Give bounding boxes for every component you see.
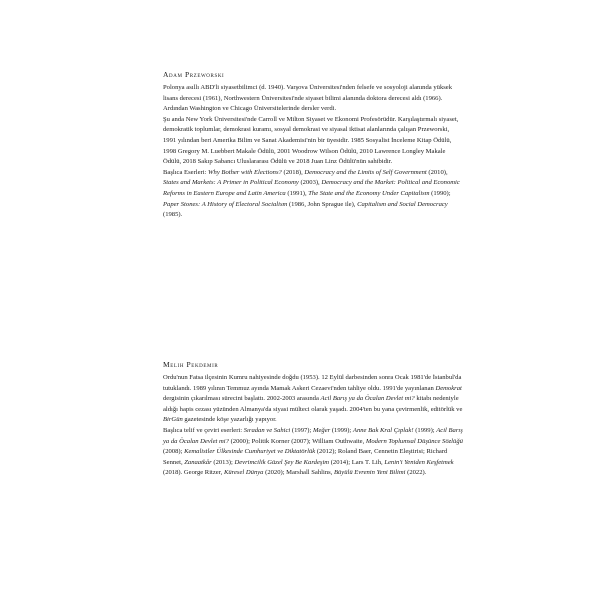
author-bio xyxy=(163,70,463,221)
text-run: (2008); xyxy=(163,448,185,456)
italic-title: Acil Barış ya da Öcalan Devlet mi? xyxy=(320,395,415,403)
bio-paragraph xyxy=(163,168,463,221)
italic-title: Capitalism and Social Democracy xyxy=(357,200,448,208)
text-run: (1990); xyxy=(429,189,451,197)
text-run: (2018), xyxy=(281,168,305,176)
text-run: (2022). xyxy=(405,469,427,477)
text-run: (2000); Politik Korner (2007); William Outhwaite, xyxy=(228,437,366,445)
italic-title: Democracy and the Market: Political and Economic Reforms in Eastern Europe and Latin America xyxy=(163,179,460,197)
italic-title: Meğer xyxy=(312,426,331,434)
italic-title: States and Markets: A Primer in Political Economy xyxy=(163,179,299,187)
text-run: (2018). George Ritzer, xyxy=(163,469,224,477)
italic-title: Lenin'i Yeniden Keşfetmek xyxy=(384,458,454,466)
text-run: (2013); xyxy=(211,458,235,466)
text-run: (2020); Marshall Sahlins, xyxy=(263,469,334,477)
translator-bio xyxy=(163,360,463,479)
text-run: Ordu'nun Fatsa ilçesinin Kumru nahiyesinde doğdu (1953). 12 Eylül darbesinden sonra Ocak 1981'de İstanbul'da tutuklandı. 1989 yılının Temmuz ayında Mamak Askeri Cezaevi'nden tahliye oldu. 1991'de yayınlanan xyxy=(163,374,462,392)
text-run: (2014); Lars T. Lih, xyxy=(329,458,385,466)
text-run: gazetesinde köşe yazarlığı yapıyor. xyxy=(182,416,277,424)
text-run: Başlıca Eserleri: xyxy=(163,168,209,176)
text-run: kitabı nedeniyle aldığı hapis cezası yüzünden Almanya'da siyasi mülteci olarak yaşadı. 2004'ten bu yana çevirmenlik, editörlük ve xyxy=(163,395,463,413)
italic-title: BirGün xyxy=(163,416,183,424)
text-run: dergisinin çıkarılması sürecini başlattı. 2002-2003 arasında xyxy=(163,395,321,403)
bio-paragraph xyxy=(163,373,463,426)
author-name: Adam Przeworski xyxy=(163,70,225,79)
italic-title: Why Bother with Elections? xyxy=(208,168,282,176)
text-run: (2003), xyxy=(298,179,322,187)
text-run: (1997); xyxy=(290,426,313,434)
italic-title: Modern Toplumsal Düşünce Sözlüğü xyxy=(365,437,463,445)
italic-title: Anne Bak Kral Çıplak! xyxy=(352,426,414,434)
text-run: (1991), xyxy=(285,189,309,197)
text-run: Polonya asıllı ABD'li siyasetbilimci (d. 1940). Varşova Üniversitesi'nden felsefe ve sosyoloji alanında yüksek lisans derecesi (1961), Northwestern Üniversitesi'nde siyaset bilimi alanında doktora derecesi aldı (1966). Ardından Washington ve Chicago Üniversitelerinde dersler verdi. xyxy=(163,84,453,113)
italic-title: Kemalistler Ülkesinde Cumhuriyet ve Diktatörlük xyxy=(184,448,316,456)
italic-title: Paper Stones: A History of Electoral Socialism xyxy=(163,200,288,208)
author-bio-text xyxy=(163,83,463,221)
italic-title: Zanaatkâr xyxy=(184,458,212,466)
text-run: (1999); xyxy=(330,426,353,434)
italic-title: Küresel Dünya xyxy=(223,469,264,477)
italic-title: Devrimcilik Güzel Şey Be Kardeşim xyxy=(234,458,330,466)
italic-title: The State and the Economy Under Capitalism xyxy=(308,189,430,197)
italic-title: Democracy and the Limits of Self Government xyxy=(304,168,427,176)
italic-title: Büyülü Evrenin Yeni Bilimi xyxy=(333,469,406,477)
italic-title: Sıradan ve Sahici xyxy=(243,426,291,434)
italic-title: Demokrat xyxy=(435,384,462,392)
text-run: (1999); xyxy=(413,426,437,434)
text-run: (1985). xyxy=(163,211,183,219)
text-run: Başlıca telif ve çeviri eserleri: xyxy=(163,426,244,434)
bio-paragraph xyxy=(163,83,463,115)
text-run: (2012); Roland Baer, Cennetin Eleştirisi; Richard Sennet, xyxy=(163,448,448,466)
translator-bio-text xyxy=(163,373,463,479)
text-run: Şu anda New York Üniversitesi'nde Carroll ve Milton Siyaset ve Ekonomi Profesörüdür. Karşılaştırmalı siyaset, demokratik toplumlar, demokrasi kuramı, sosyal demokrasi ve siyasal iktisat alanlarında çalışan Przeworski, 1991 yılından beri Amerika Bilim ve Sanat Akademisi'nin bir üyesidir. 1985 Sosyalist İnceleme Kitap Ödülü, 1998 Gregory M. Luebbert Makale Ödülü, 2001 Woodrow Wilson Ödülü, 2010 Lawrence Longley Makale Ödülü, 2018 Sakıp Sabancı Uluslararası Ödülü ve 2018 Juan Linz Ödülü'nün sahibidir. xyxy=(163,115,459,166)
italic-title: Acil Barış ya da Öcalan Devlet mi? xyxy=(163,426,463,445)
text-run: (1986, John Sprague ile), xyxy=(287,200,358,208)
text-run: (2010), xyxy=(426,168,448,176)
bio-paragraph xyxy=(163,426,463,479)
bio-paragraph xyxy=(163,115,463,168)
translator-name: Melih Pekdemir xyxy=(163,360,219,369)
